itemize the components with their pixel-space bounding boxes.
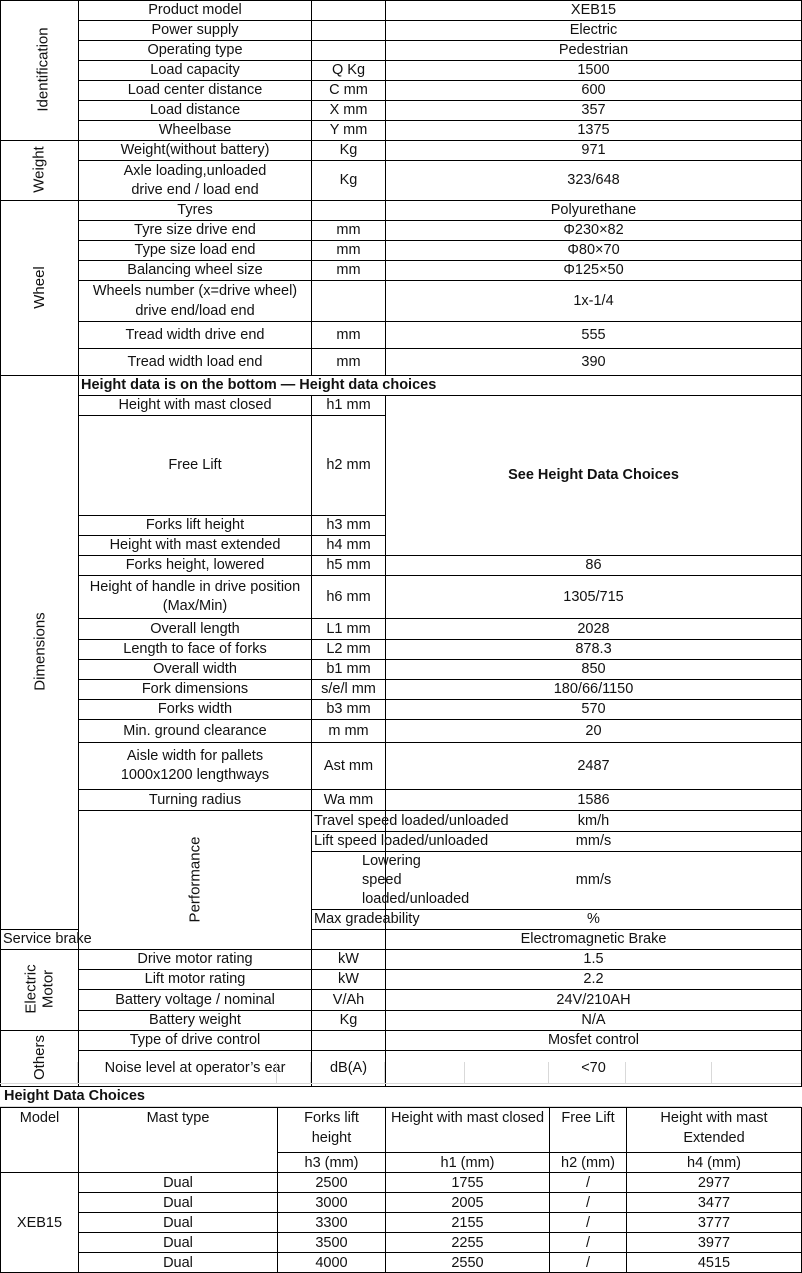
spec-value: Polyurethane [386,201,802,221]
h3-value: 3300 [278,1213,386,1233]
spec-row [1,221,802,241]
col-header-height-mast-closed: Height with mast closed [386,1108,550,1153]
spec-item: Travel speed loaded/unloaded [312,811,386,832]
spec-value: 600 [386,81,802,101]
spec-value: Φ230×82 [386,221,802,241]
spec-unit: s/e/l mm [312,680,386,700]
spec-value: N/A [386,1011,802,1031]
spec-item: Weight(without battery) [79,141,312,161]
spec-unit: mm [312,349,386,376]
spec-unit [312,41,386,61]
spec-value: 1x-1/4 [386,281,802,322]
spec-item: Forks height, lowered [79,556,312,576]
spec-row [1,241,802,261]
spec-row [1,161,802,201]
grid-cell [385,1062,465,1084]
spec-unit: h6 mm [312,576,386,619]
spec-row [1,349,802,376]
h3-value: 2500 [278,1173,386,1193]
spec-value: 570 [386,700,802,720]
spec-unit: Kg [312,161,386,201]
spec-value: 20 [386,720,802,743]
spec-row [1,261,802,281]
spec-unit: km/h [386,811,802,832]
h2-value: / [550,1213,627,1233]
spec-unit: Wa mm [312,790,386,811]
h3-value: 3500 [278,1233,386,1253]
col-header-height-mast-extended: Height with mast Extended [627,1108,802,1153]
spec-unit: mm [312,261,386,281]
spec-item: Wheelbase [79,121,312,141]
spec-unit [312,1,386,21]
height-data-banner: Height data is on the bottom — Height data choices [79,376,802,396]
h2-value: / [550,1253,627,1273]
spec-row [1,101,802,121]
height-data-table [0,1107,802,1273]
grid-cell [465,1062,549,1084]
h1-value: 2155 [386,1213,550,1233]
mast-type: Dual [79,1213,278,1233]
spec-row [1,619,802,640]
height-row [1,1173,802,1193]
height-row [1,1193,802,1213]
spec-unit: C mm [312,81,386,101]
mast-type: Dual [79,1193,278,1213]
spec-value: 971 [386,141,802,161]
spec-item: Wheels number (x=drive wheel) drive end/load end [79,281,312,322]
spec-value: 357 [386,101,802,121]
grid-cell [549,1062,626,1084]
spec-item: Balancing wheel size [79,261,312,281]
spec-value: 850 [386,660,802,680]
height-data-title: Height Data Choices [4,1088,145,1104]
spec-row [1,1031,802,1051]
height-row [1,1213,802,1233]
spec-value: 1.5 [386,950,802,970]
spec-unit: mm [312,221,386,241]
spec-item: Type size load end [79,241,312,261]
h4-value: 3977 [627,1233,802,1253]
spec-item: Load center distance [79,81,312,101]
spec-unit: h2 mm [312,416,386,516]
spec-row [1,576,802,619]
spec-item: Service brake [1,930,79,950]
spec-unit: Q Kg [312,61,386,81]
spec-item: Tyres [79,201,312,221]
unit-h4: h4 (mm) [627,1153,802,1173]
h1-value: 2255 [386,1233,550,1253]
h2-value: / [550,1233,627,1253]
spec-unit: L2 mm [312,640,386,660]
h4-value: 4515 [627,1253,802,1273]
spec-item: Fork dimensions [79,680,312,700]
spec-unit: b3 mm [312,700,386,720]
col-header-model: Model [1,1108,79,1173]
spec-item: Min. ground clearance [79,720,312,743]
spec-row [1,811,802,832]
spec-value: 86 [386,556,802,576]
spec-row [1,743,802,790]
group-label-line: Motor [39,969,57,1009]
spec-unit: Kg [312,141,386,161]
group-label-wheel [1,201,79,376]
spec-item: Power supply [79,21,312,41]
spec-value: 2.2 [386,970,802,990]
spec-unit [312,930,386,950]
spec-value: 24V/210AH [386,990,802,1011]
spec-value: 555 [386,322,802,349]
spec-row [1,790,802,811]
spec-unit: h3 mm [312,516,386,536]
grid-cell [277,1062,311,1084]
spec-row [1,1011,802,1031]
spec-row [1,950,802,970]
spec-row [1,990,802,1011]
spec-value: Pedestrian [386,41,802,61]
h3-value: 4000 [278,1253,386,1273]
spec-unit: mm/s [386,832,802,852]
spec-unit: V/Ah [312,990,386,1011]
group-label-line: Electric [22,964,40,1014]
spec-item: Forks lift height [79,516,312,536]
h1-value: 2550 [386,1253,550,1273]
h4-value: 3477 [627,1193,802,1213]
spec-item: Length to face of forks [79,640,312,660]
spec-unit: Ast mm [312,743,386,790]
spec-row [1,41,802,61]
h3-value: 3000 [278,1193,386,1213]
spec-value: Φ125×50 [386,261,802,281]
model-cell: XEB15 [1,1173,79,1273]
spec-row [1,322,802,349]
spec-item: Free Lift [79,416,312,516]
spec-unit: L1 mm [312,619,386,640]
h2-value: / [550,1173,627,1193]
spec-unit: kW [312,970,386,990]
spec-row [1,21,802,41]
spreadsheet-gap-row [0,1062,801,1084]
spec-item: Turning radius [79,790,312,811]
see-height-data-note: See Height Data Choices [386,396,802,556]
spec-item: Drive motor rating [79,950,312,970]
spec-row [1,1,802,21]
spec-item: Max gradeability [312,910,386,930]
height-row [1,1233,802,1253]
unit-h3: h3 (mm) [278,1153,386,1173]
spec-row [1,556,802,576]
spec-value: Electromagnetic Brake [386,930,802,950]
spec-row [1,970,802,990]
spec-row [1,121,802,141]
spec-item: Battery voltage / nominal [79,990,312,1011]
spec-item: Product model [79,1,312,21]
spec-row [1,376,802,396]
spec-unit: m mm [312,720,386,743]
spec-value: 878.3 [386,640,802,660]
spec-row [1,61,802,81]
mast-type: Dual [79,1233,278,1253]
spec-item: Load capacity [79,61,312,81]
spec-item: Type of drive control [79,1031,312,1051]
spec-unit: h1 mm [312,396,386,416]
spec-item: Noise level at operator’s ear [79,1051,312,1087]
height-row [1,1253,802,1273]
grid-cell [78,1062,277,1084]
spec-unit: dB(A) [312,1051,386,1087]
grid-cell [311,1062,385,1084]
spec-item: Operating type [79,41,312,61]
grid-cell [0,1062,78,1084]
spec-item: Height with mast closed [79,396,312,416]
spec-value: 1500 [386,61,802,81]
spec-unit [312,281,386,322]
spec-value: 1586 [386,790,802,811]
header-row [1,1108,802,1153]
spec-value: 1305/715 [386,576,802,619]
spec-item: Overall width [79,660,312,680]
spec-unit: mm [312,322,386,349]
spec-unit: Y mm [312,121,386,141]
spec-item: Tread width load end [79,349,312,376]
spec-value: 1375 [386,121,802,141]
h1-value: 1755 [386,1173,550,1193]
spec-row [1,660,802,680]
group-label-text: Weight [30,146,48,193]
col-header-free-lift: Free Lift [550,1108,627,1153]
spec-unit: X mm [312,101,386,121]
spec-row [1,680,802,700]
spec-row [1,201,802,221]
spec-item: Aisle width for pallets 1000x1200 lengthways [79,743,312,790]
spec-value: Φ80×70 [386,241,802,261]
group-label-text: Identification [34,27,52,112]
spec-row [1,396,802,416]
group-label-text: Others [30,1034,48,1081]
spec-value: 2028 [386,619,802,640]
spec-row [1,720,802,743]
group-label-identification [1,1,79,141]
spec-item: Lift motor rating [79,970,312,990]
grid-cell [712,1062,801,1084]
spec-unit: h4 mm [312,536,386,556]
col-header-mast-type: Mast type [79,1108,278,1173]
spec-unit [312,21,386,41]
h1-value: 2005 [386,1193,550,1213]
spec-row [1,700,802,720]
spec-item: Height with mast extended [79,536,312,556]
mast-type: Dual [79,1253,278,1273]
group-label-text: Performance [186,836,204,922]
spec-unit: h5 mm [312,556,386,576]
unit-h1: h1 (mm) [386,1153,550,1173]
group-label-dimensions [1,376,79,930]
spec-item: Battery weight [79,1011,312,1031]
spec-item: Height of handle in drive position (Max/Min) [79,576,312,619]
spec-item: Lowering speed loaded/unloaded [312,852,386,910]
spec-row [1,281,802,322]
spec-unit [312,1031,386,1051]
spec-item: Axle loading,unloaded drive end / load end [79,161,312,201]
spec-value: 180/66/1150 [386,680,802,700]
spec-unit [312,201,386,221]
spec-item: Overall length [79,619,312,640]
group-label-text [23,964,57,1013]
group-label-electric-motor [1,950,79,1031]
unit-h2: h2 (mm) [550,1153,627,1173]
spec-value: <70 [386,1051,802,1087]
group-label-weight [1,141,79,201]
spec-unit: % [386,910,802,930]
spec-unit: b1 mm [312,660,386,680]
spec-unit: Kg [312,1011,386,1031]
h4-value: 2977 [627,1173,802,1193]
spec-value: XEB15 [386,1,802,21]
spec-unit: mm/s [386,852,802,910]
group-label-text: Wheel [31,265,48,309]
col-header-forks-lift-height: Forks lift height [278,1108,386,1153]
spec-value: Mosfet control [386,1031,802,1051]
spec-unit: kW [312,950,386,970]
spec-value: Electric [386,21,802,41]
grid-cell [626,1062,712,1084]
spec-item: Load distance [79,101,312,121]
spec-row [1,81,802,101]
h2-value: / [550,1193,627,1213]
spec-value: 2487 [386,743,802,790]
mast-type: Dual [79,1173,278,1193]
spec-value: 390 [386,349,802,376]
spec-row [1,141,802,161]
spec-item: Tread width drive end [79,322,312,349]
spec-value: 323/648 [386,161,802,201]
group-label-text: Dimensions [31,612,49,691]
spec-row [1,640,802,660]
h4-value: 3777 [627,1213,802,1233]
spec-item: Lift speed loaded/unloaded [312,832,386,852]
spec-unit: mm [312,241,386,261]
spec-item: Tyre size drive end [79,221,312,241]
group-label-performance [79,811,312,950]
spec-item: Forks width [79,700,312,720]
